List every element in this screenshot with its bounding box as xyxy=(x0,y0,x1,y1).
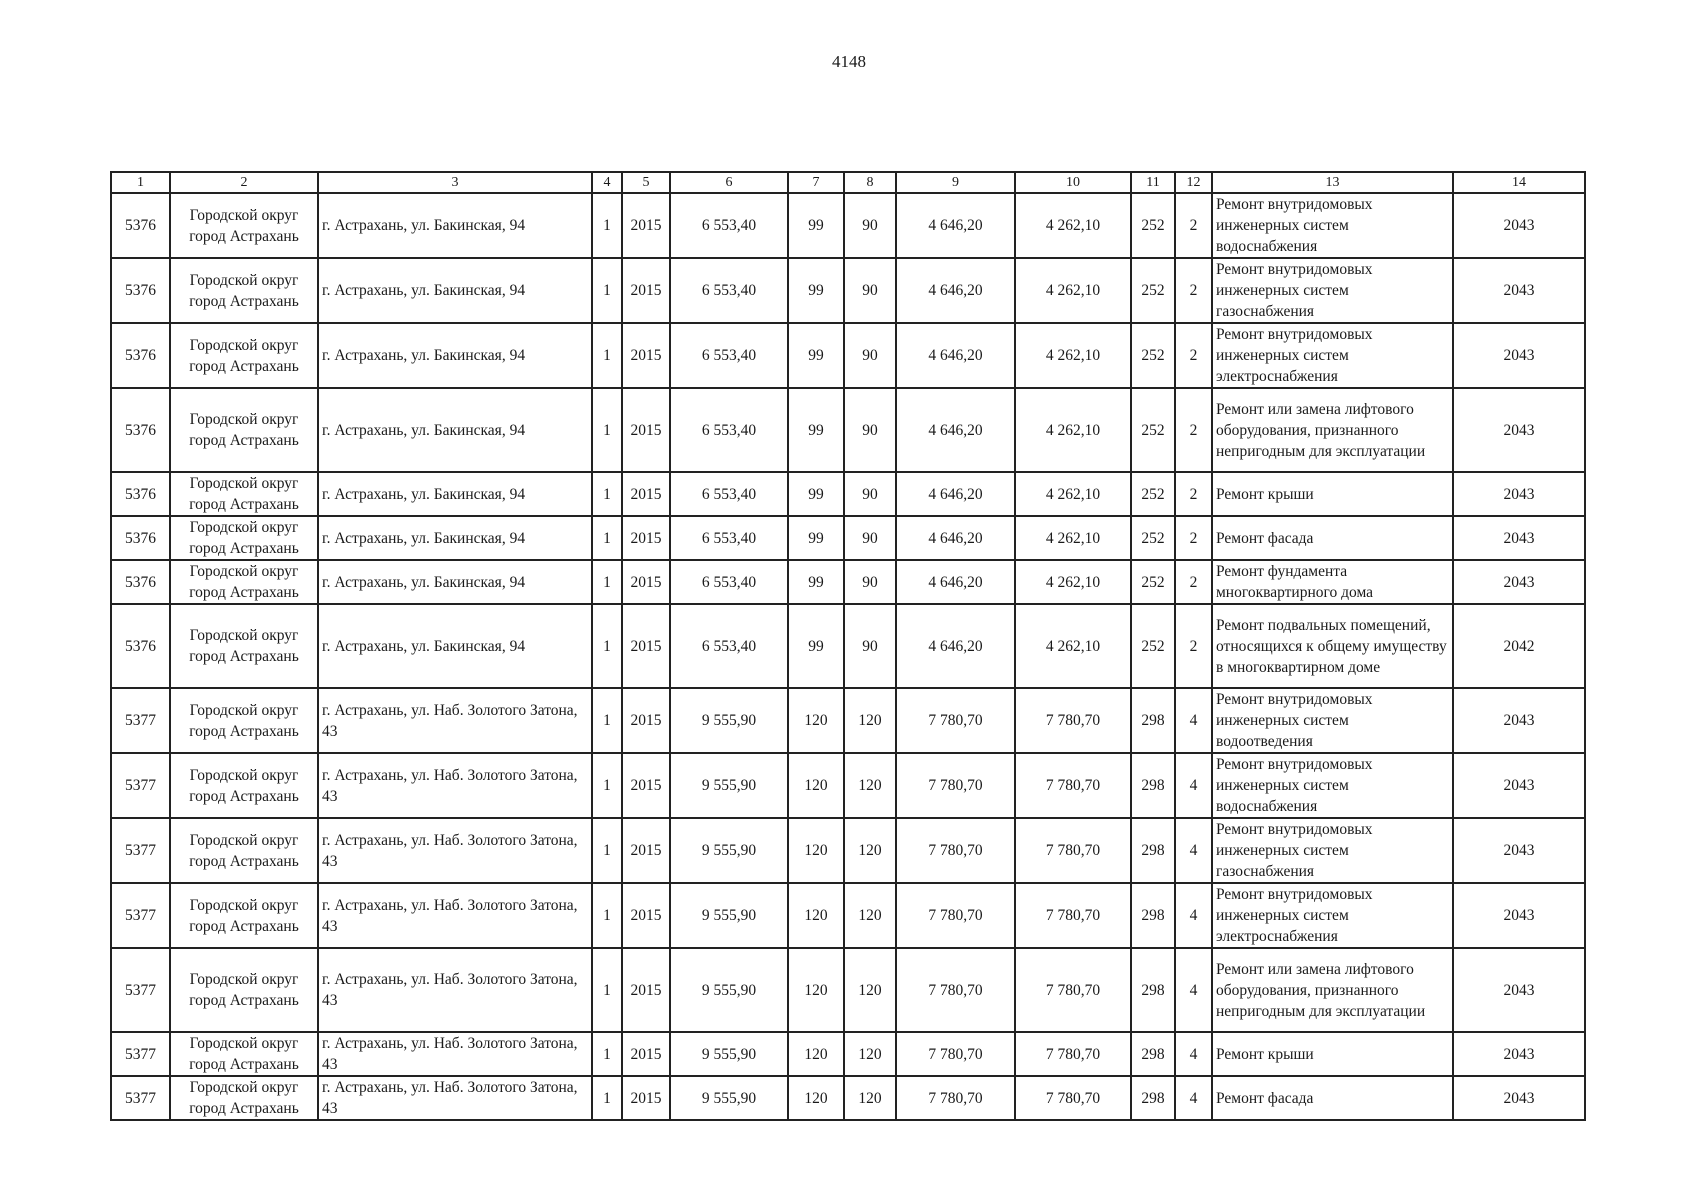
cell-col11: 298 xyxy=(1131,753,1175,818)
cell-municipality: Городской округ город Астрахань xyxy=(170,753,318,818)
cell-col11: 252 xyxy=(1131,516,1175,560)
cell-col11: 252 xyxy=(1131,323,1175,388)
cell-area-col10: 4 262,10 xyxy=(1015,258,1131,323)
cell-id: 5376 xyxy=(111,516,170,560)
cell-col12: 4 xyxy=(1175,1076,1212,1120)
cell-municipality: Городской округ город Астрахань xyxy=(170,688,318,753)
cell-year: 2015 xyxy=(622,323,670,388)
cell-plan-year: 2043 xyxy=(1453,883,1585,948)
cell-municipality: Городской округ город Астрахань xyxy=(170,604,318,688)
column-header-2: 2 xyxy=(170,172,318,193)
cell-id: 5376 xyxy=(111,193,170,258)
cell-area-col9: 7 780,70 xyxy=(896,1076,1015,1120)
cell-col8: 120 xyxy=(844,883,896,948)
cell-id: 5376 xyxy=(111,323,170,388)
cell-id: 5376 xyxy=(111,258,170,323)
cell-area-total: 9 555,90 xyxy=(670,1032,788,1076)
cell-address: г. Астрахань, ул. Наб. Золотого Затона, 43 xyxy=(318,1076,592,1120)
cell-plan-year: 2043 xyxy=(1453,1032,1585,1076)
cell-municipality: Городской округ город Астрахань xyxy=(170,818,318,883)
cell-area-col9: 4 646,20 xyxy=(896,604,1015,688)
cell-col11: 298 xyxy=(1131,1032,1175,1076)
cell-area-total: 9 555,90 xyxy=(670,1076,788,1120)
column-header-6: 6 xyxy=(670,172,788,193)
cell-col7: 99 xyxy=(788,388,844,472)
cell-id: 5377 xyxy=(111,753,170,818)
cell-col11: 298 xyxy=(1131,883,1175,948)
cell-area-col9: 4 646,20 xyxy=(896,516,1015,560)
cell-col7: 99 xyxy=(788,323,844,388)
cell-col8: 120 xyxy=(844,1032,896,1076)
cell-id: 5377 xyxy=(111,688,170,753)
cell-area-total: 6 553,40 xyxy=(670,323,788,388)
column-header-5: 5 xyxy=(622,172,670,193)
cell-col4: 1 xyxy=(592,560,622,604)
cell-municipality: Городской округ город Астрахань xyxy=(170,1076,318,1120)
cell-col8: 90 xyxy=(844,560,896,604)
cell-year: 2015 xyxy=(622,948,670,1032)
cell-id: 5377 xyxy=(111,1076,170,1120)
cell-col12: 4 xyxy=(1175,883,1212,948)
cell-area-total: 6 553,40 xyxy=(670,258,788,323)
table-row xyxy=(111,753,1585,818)
cell-col12: 4 xyxy=(1175,1032,1212,1076)
table-header xyxy=(111,172,1585,193)
cell-area-col9: 4 646,20 xyxy=(896,323,1015,388)
cell-plan-year: 2043 xyxy=(1453,258,1585,323)
cell-id: 5377 xyxy=(111,883,170,948)
cell-work-type: Ремонт внутридомовых инженерных систем электроснабжения xyxy=(1212,883,1453,948)
cell-col4: 1 xyxy=(592,1032,622,1076)
cell-col11: 252 xyxy=(1131,258,1175,323)
cell-area-col9: 7 780,70 xyxy=(896,818,1015,883)
cell-area-total: 6 553,40 xyxy=(670,516,788,560)
cell-area-col10: 7 780,70 xyxy=(1015,883,1131,948)
column-header-3: 3 xyxy=(318,172,592,193)
column-header-1: 1 xyxy=(111,172,170,193)
cell-col11: 298 xyxy=(1131,948,1175,1032)
cell-plan-year: 2043 xyxy=(1453,323,1585,388)
cell-work-type: Ремонт внутридомовых инженерных систем газоснабжения xyxy=(1212,258,1453,323)
cell-area-total: 9 555,90 xyxy=(670,818,788,883)
cell-col4: 1 xyxy=(592,258,622,323)
cell-area-total: 6 553,40 xyxy=(670,560,788,604)
cell-col8: 90 xyxy=(844,388,896,472)
cell-col11: 252 xyxy=(1131,560,1175,604)
cell-plan-year: 2043 xyxy=(1453,560,1585,604)
cell-col7: 120 xyxy=(788,948,844,1032)
cell-year: 2015 xyxy=(622,818,670,883)
cell-plan-year: 2043 xyxy=(1453,818,1585,883)
cell-col12: 4 xyxy=(1175,948,1212,1032)
cell-municipality: Городской округ город Астрахань xyxy=(170,948,318,1032)
cell-municipality: Городской округ город Астрахань xyxy=(170,258,318,323)
cell-area-col10: 7 780,70 xyxy=(1015,688,1131,753)
cell-area-col9: 4 646,20 xyxy=(896,560,1015,604)
cell-col7: 120 xyxy=(788,753,844,818)
cell-id: 5377 xyxy=(111,818,170,883)
cell-area-total: 6 553,40 xyxy=(670,388,788,472)
cell-address: г. Астрахань, ул. Бакинская, 94 xyxy=(318,472,592,516)
page-number: 4148 xyxy=(832,52,866,71)
cell-municipality: Городской округ город Астрахань xyxy=(170,323,318,388)
cell-work-type: Ремонт крыши xyxy=(1212,472,1453,516)
column-header-4: 4 xyxy=(592,172,622,193)
column-header-13: 13 xyxy=(1212,172,1453,193)
cell-work-type: Ремонт внутридомовых инженерных систем водоснабжения xyxy=(1212,193,1453,258)
cell-work-type: Ремонт или замена лифтового оборудования, признанного непригодным для эксплуатации xyxy=(1212,948,1453,1032)
cell-col8: 120 xyxy=(844,948,896,1032)
cell-address: г. Астрахань, ул. Бакинская, 94 xyxy=(318,604,592,688)
cell-col4: 1 xyxy=(592,1076,622,1120)
cell-work-type: Ремонт внутридомовых инженерных систем газоснабжения xyxy=(1212,818,1453,883)
cell-address: г. Астрахань, ул. Наб. Золотого Затона, 43 xyxy=(318,883,592,948)
cell-col4: 1 xyxy=(592,948,622,1032)
header-row xyxy=(111,172,1585,193)
cell-area-col9: 4 646,20 xyxy=(896,388,1015,472)
cell-area-col9: 4 646,20 xyxy=(896,258,1015,323)
cell-area-total: 6 553,40 xyxy=(670,604,788,688)
cell-col4: 1 xyxy=(592,818,622,883)
cell-col11: 298 xyxy=(1131,1076,1175,1120)
cell-id: 5376 xyxy=(111,604,170,688)
cell-col7: 99 xyxy=(788,472,844,516)
cell-year: 2015 xyxy=(622,472,670,516)
cell-col4: 1 xyxy=(592,472,622,516)
cell-area-col10: 4 262,10 xyxy=(1015,516,1131,560)
cell-area-col9: 7 780,70 xyxy=(896,883,1015,948)
table-row xyxy=(111,948,1585,1032)
cell-year: 2015 xyxy=(622,1076,670,1120)
cell-municipality: Городской округ город Астрахань xyxy=(170,516,318,560)
cell-address: г. Астрахань, ул. Наб. Золотого Затона, 43 xyxy=(318,753,592,818)
cell-col11: 252 xyxy=(1131,604,1175,688)
cell-col12: 4 xyxy=(1175,818,1212,883)
column-header-9: 9 xyxy=(896,172,1015,193)
cell-area-col10: 4 262,10 xyxy=(1015,604,1131,688)
cell-col4: 1 xyxy=(592,883,622,948)
table-row xyxy=(111,883,1585,948)
cell-col8: 90 xyxy=(844,323,896,388)
cell-work-type: Ремонт фасада xyxy=(1212,1076,1453,1120)
table-row xyxy=(111,560,1585,604)
cell-col11: 298 xyxy=(1131,818,1175,883)
cell-address: г. Астрахань, ул. Наб. Золотого Затона, 43 xyxy=(318,1032,592,1076)
cell-col8: 120 xyxy=(844,753,896,818)
table-row xyxy=(111,688,1585,753)
cell-address: г. Астрахань, ул. Бакинская, 94 xyxy=(318,258,592,323)
cell-address: г. Астрахань, ул. Бакинская, 94 xyxy=(318,388,592,472)
cell-col12: 2 xyxy=(1175,258,1212,323)
column-header-14: 14 xyxy=(1453,172,1585,193)
cell-col4: 1 xyxy=(592,604,622,688)
cell-municipality: Городской округ город Астрахань xyxy=(170,472,318,516)
cell-year: 2015 xyxy=(622,753,670,818)
cell-work-type: Ремонт фундамента многоквартирного дома xyxy=(1212,560,1453,604)
cell-plan-year: 2043 xyxy=(1453,472,1585,516)
cell-col7: 99 xyxy=(788,516,844,560)
table-row xyxy=(111,516,1585,560)
cell-col4: 1 xyxy=(592,323,622,388)
cell-col12: 2 xyxy=(1175,516,1212,560)
cell-address: г. Астрахань, ул. Наб. Золотого Затона, 43 xyxy=(318,688,592,753)
cell-year: 2015 xyxy=(622,388,670,472)
column-header-7: 7 xyxy=(788,172,844,193)
column-header-10: 10 xyxy=(1015,172,1131,193)
cell-col8: 120 xyxy=(844,818,896,883)
cell-col4: 1 xyxy=(592,193,622,258)
cell-address: г. Астрахань, ул. Бакинская, 94 xyxy=(318,193,592,258)
cell-area-col10: 7 780,70 xyxy=(1015,1032,1131,1076)
cell-work-type: Ремонт подвальных помещений, относящихся к общему имуществу в многоквартирном доме xyxy=(1212,604,1453,688)
cell-area-col9: 4 646,20 xyxy=(896,472,1015,516)
cell-id: 5377 xyxy=(111,948,170,1032)
cell-plan-year: 2042 xyxy=(1453,604,1585,688)
cell-area-col10: 7 780,70 xyxy=(1015,948,1131,1032)
cell-id: 5377 xyxy=(111,1032,170,1076)
cell-col7: 120 xyxy=(788,688,844,753)
cell-col12: 4 xyxy=(1175,688,1212,753)
cell-area-col10: 4 262,10 xyxy=(1015,472,1131,516)
cell-area-col9: 4 646,20 xyxy=(896,193,1015,258)
cell-work-type: Ремонт фасада xyxy=(1212,516,1453,560)
cell-plan-year: 2043 xyxy=(1453,753,1585,818)
cell-plan-year: 2043 xyxy=(1453,688,1585,753)
column-header-11: 11 xyxy=(1131,172,1175,193)
cell-id: 5376 xyxy=(111,388,170,472)
cell-municipality: Городской округ город Астрахань xyxy=(170,883,318,948)
cell-work-type: Ремонт внутридомовых инженерных систем электроснабжения xyxy=(1212,323,1453,388)
table-row xyxy=(111,193,1585,258)
cell-year: 2015 xyxy=(622,688,670,753)
cell-area-total: 6 553,40 xyxy=(670,472,788,516)
cell-col8: 90 xyxy=(844,472,896,516)
cell-col12: 2 xyxy=(1175,604,1212,688)
cell-col11: 252 xyxy=(1131,388,1175,472)
cell-col11: 252 xyxy=(1131,472,1175,516)
cell-col11: 298 xyxy=(1131,688,1175,753)
cell-year: 2015 xyxy=(622,604,670,688)
table-row xyxy=(111,1076,1585,1120)
cell-year: 2015 xyxy=(622,560,670,604)
cell-col4: 1 xyxy=(592,516,622,560)
cell-col7: 120 xyxy=(788,818,844,883)
cell-address: г. Астрахань, ул. Бакинская, 94 xyxy=(318,323,592,388)
cell-area-col9: 7 780,70 xyxy=(896,1032,1015,1076)
cell-col11: 252 xyxy=(1131,193,1175,258)
cell-area-col10: 7 780,70 xyxy=(1015,1076,1131,1120)
cell-col7: 120 xyxy=(788,883,844,948)
cell-col12: 2 xyxy=(1175,323,1212,388)
cell-municipality: Городской округ город Астрахань xyxy=(170,193,318,258)
cell-municipality: Городской округ город Астрахань xyxy=(170,560,318,604)
table-row xyxy=(111,472,1585,516)
cell-municipality: Городской округ город Астрахань xyxy=(170,1032,318,1076)
cell-area-col9: 7 780,70 xyxy=(896,948,1015,1032)
cell-address: г. Астрахань, ул. Бакинская, 94 xyxy=(318,516,592,560)
cell-col7: 120 xyxy=(788,1032,844,1076)
cell-area-total: 9 555,90 xyxy=(670,883,788,948)
cell-area-col10: 4 262,10 xyxy=(1015,323,1131,388)
cell-col4: 1 xyxy=(592,688,622,753)
cell-col4: 1 xyxy=(592,388,622,472)
table-row xyxy=(111,1032,1585,1076)
table-row xyxy=(111,388,1585,472)
cell-col7: 99 xyxy=(788,604,844,688)
cell-municipality: Городской округ город Астрахань xyxy=(170,388,318,472)
cell-area-col10: 4 262,10 xyxy=(1015,388,1131,472)
cell-col8: 120 xyxy=(844,1076,896,1120)
table-row xyxy=(111,258,1585,323)
cell-col12: 2 xyxy=(1175,193,1212,258)
table-body xyxy=(111,193,1585,1120)
cell-address: г. Астрахань, ул. Бакинская, 94 xyxy=(318,560,592,604)
cell-area-col9: 7 780,70 xyxy=(896,688,1015,753)
cell-area-col10: 7 780,70 xyxy=(1015,818,1131,883)
cell-area-col10: 4 262,10 xyxy=(1015,560,1131,604)
cell-address: г. Астрахань, ул. Наб. Золотого Затона, 43 xyxy=(318,948,592,1032)
cell-year: 2015 xyxy=(622,193,670,258)
cell-col8: 90 xyxy=(844,604,896,688)
cell-year: 2015 xyxy=(622,1032,670,1076)
cell-col7: 99 xyxy=(788,560,844,604)
cell-work-type: Ремонт или замена лифтового оборудования, признанного непригодным для эксплуатации xyxy=(1212,388,1453,472)
capital-repair-table xyxy=(110,171,1586,1121)
cell-work-type: Ремонт внутридомовых инженерных систем водоснабжения xyxy=(1212,753,1453,818)
cell-col7: 99 xyxy=(788,193,844,258)
cell-year: 2015 xyxy=(622,516,670,560)
cell-area-total: 6 553,40 xyxy=(670,193,788,258)
cell-year: 2015 xyxy=(622,883,670,948)
cell-area-col10: 7 780,70 xyxy=(1015,753,1131,818)
cell-plan-year: 2043 xyxy=(1453,948,1585,1032)
cell-col7: 120 xyxy=(788,1076,844,1120)
table-row xyxy=(111,818,1585,883)
cell-year: 2015 xyxy=(622,258,670,323)
cell-plan-year: 2043 xyxy=(1453,193,1585,258)
cell-area-total: 9 555,90 xyxy=(670,948,788,1032)
cell-address: г. Астрахань, ул. Наб. Золотого Затона, 43 xyxy=(318,818,592,883)
cell-col8: 90 xyxy=(844,193,896,258)
cell-work-type: Ремонт внутридомовых инженерных систем водоотведения xyxy=(1212,688,1453,753)
cell-col7: 99 xyxy=(788,258,844,323)
table-row xyxy=(111,604,1585,688)
cell-col12: 4 xyxy=(1175,753,1212,818)
cell-area-total: 9 555,90 xyxy=(670,753,788,818)
cell-area-col10: 4 262,10 xyxy=(1015,193,1131,258)
cell-plan-year: 2043 xyxy=(1453,388,1585,472)
cell-col8: 120 xyxy=(844,688,896,753)
cell-col8: 90 xyxy=(844,258,896,323)
cell-col8: 90 xyxy=(844,516,896,560)
cell-col4: 1 xyxy=(592,753,622,818)
cell-plan-year: 2043 xyxy=(1453,1076,1585,1120)
cell-work-type: Ремонт крыши xyxy=(1212,1032,1453,1076)
column-header-8: 8 xyxy=(844,172,896,193)
column-header-12: 12 xyxy=(1175,172,1212,193)
cell-col12: 2 xyxy=(1175,388,1212,472)
cell-col12: 2 xyxy=(1175,560,1212,604)
cell-area-col9: 7 780,70 xyxy=(896,753,1015,818)
cell-plan-year: 2043 xyxy=(1453,516,1585,560)
cell-col12: 2 xyxy=(1175,472,1212,516)
cell-id: 5376 xyxy=(111,560,170,604)
table-row xyxy=(111,323,1585,388)
cell-id: 5376 xyxy=(111,472,170,516)
cell-area-total: 9 555,90 xyxy=(670,688,788,753)
